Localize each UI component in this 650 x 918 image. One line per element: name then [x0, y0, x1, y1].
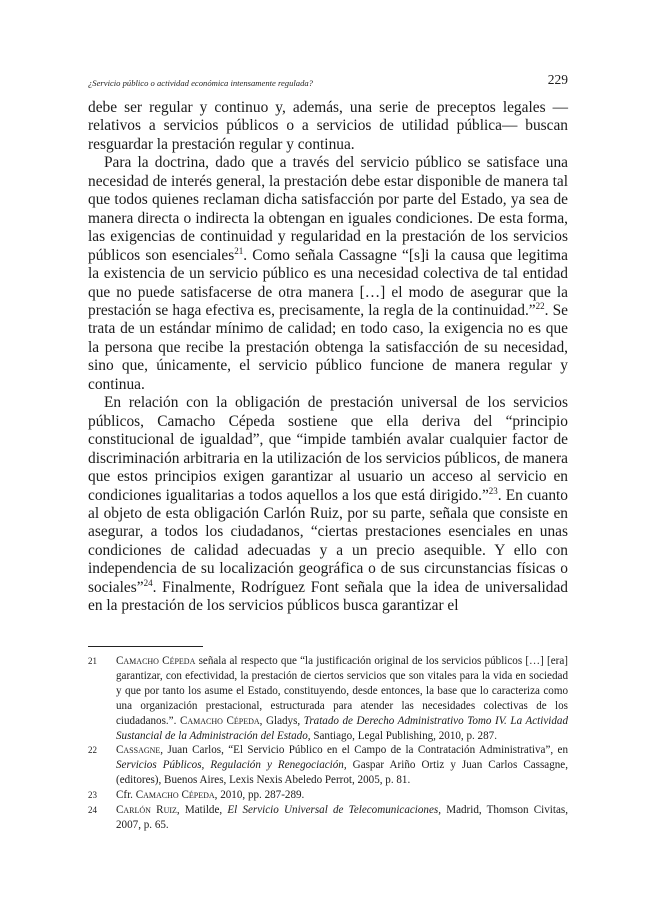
footnote-number: 24 — [88, 805, 97, 816]
paragraph-2-text-a: Para la doctrina, dado que a través del servicio público se satisface una necesidad de interés general, la prestación debe estar disponible de manera tal que todos quienes reclaman dicha satisfacción por parte del Estado, ya sea de manera directa o indirecta la obtengan en iguales condiciones. De esta forma, las exigencias de continuidad y regularidad en la prestación de los servicios públicos son esenciales — [88, 154, 568, 264]
footnote-text — [116, 788, 568, 803]
footnote-author: Cassagne — [116, 744, 161, 757]
running-title: ¿Servicio público o actividad económica intensamente regulada? — [88, 78, 313, 88]
footnote-divider — [88, 646, 203, 647]
footnote-title: Servicios Públicos, Regulación y Renegociación, — [116, 759, 347, 772]
footnote-ref-24: 24 — [143, 577, 153, 588]
page-number: 229 — [547, 72, 568, 87]
footnote-text-part: Madrid, Thomson Civitas, 2007, p. 65. — [116, 804, 568, 831]
footnotes — [88, 654, 568, 833]
footnote-24 — [88, 803, 568, 833]
footnote-author: Camacho Cépeda — [179, 714, 260, 727]
footnote-number: 23 — [88, 790, 97, 801]
footnote-text — [116, 803, 568, 833]
footnote-ref-22: 22 — [535, 300, 545, 311]
book-page — [88, 0, 568, 918]
footnote-author: Carlón Ruiz — [116, 804, 177, 817]
paragraph-2 — [88, 154, 568, 394]
paragraph-3-text-c: . Finalmente, Rodríguez Font señala que la idea de universalidad en la prestación de los servicios públicos busca garantizar el — [88, 578, 568, 615]
paragraph-1: debe ser regular y continuo y, además, una serie de preceptos legales —relativos a servicios públicos o a servicios de utilidad pública— buscan resguardar la prestación regular y continua. — [88, 99, 568, 153]
footnote-text-part: , Gladys, — [259, 714, 304, 727]
footnote-number: 21 — [88, 656, 97, 666]
footnote-number: 22 — [88, 745, 97, 756]
footnote-text-part: , Matilde, — [176, 804, 228, 817]
footnote-author: Camacho Cépeda — [135, 789, 215, 802]
page-header — [88, 72, 568, 92]
footnote-23 — [88, 788, 568, 803]
footnote-text-part: Santiago, Legal Publishing, 2010, p. 287. — [310, 729, 497, 742]
footnote-author: Camacho Cépeda — [116, 655, 196, 667]
footnote-text-part: , 2010, pp. 287-289. — [214, 789, 305, 802]
footnote-21 — [88, 654, 568, 743]
footnote-title: Tratado de Derecho Administrativo Tomo IV. La Actividad Sustancial de la Administración del Estado, — [116, 714, 568, 742]
footnote-text-part: señala al respecto que “la justificación original de los servicios públicos […] [era] garantizar, con efectividad, la prestación de ciertos servicios que son vitales para la vida en sociedad y que por tanto los asume el Estado, constituyendo, desde entonces, la base que lo caracteriza como una organización prestacional, estructurada para atender las necesidades colectivas de los ciudadanos.”. — [116, 655, 568, 727]
body-text — [88, 99, 568, 616]
footnote-text — [116, 743, 568, 788]
footnote-title: El Servicio Universal de Telecomunicaciones, — [227, 804, 441, 817]
footnote-text-part: , Juan Carlos, “El Servicio Público en el Campo de la Contratación Administrativa”, en — [160, 744, 568, 757]
paragraph-3 — [88, 394, 568, 615]
paragraph-2-text-c: . Se trata de un estándar mínimo de calidad; en todo caso, la exigencia no es que la persona que recibe la prestación obtenga la satisfacción de su necesidad, sino que, únicamente, el servicio público funcione de manera regular y continua. — [88, 301, 568, 393]
footnote-text-part: Gaspar Ariño Ortiz y Juan Carlos Cassagne, (editores), Buenos Aires, Lexis Nexis Abeledo Perrot, 2005, p. 81. — [116, 759, 568, 787]
footnote-ref-23: 23 — [488, 485, 498, 496]
footnote-text — [116, 654, 568, 743]
paragraph-3-text-a: En relación con la obligación de prestación universal de los servicios públicos, Camacho Cépeda sostiene que ella deriva del “principio constitucional de igualdad”, que “impide también avalar cualquier factor de discriminación arbitraria en la utilización de los servicios públicos, de manera que estos principios exigen garantizar al usuario un acceso al servicio en condiciones igualitarias a todos aquellos a los que está dirigido.” — [88, 394, 568, 504]
footnote-22 — [88, 743, 568, 788]
footnote-text-part: Cfr. — [116, 789, 136, 802]
footnote-ref-21: 21 — [234, 245, 244, 256]
paragraph-2-text-b: . Como señala Cassagne “[s]i la causa que legitima la existencia de un servicio público es una necesidad colectiva de tal entidad que no puede satisfacerse de otra manera […] el modo de asegurar que la prestación se haga efectiva es, precisamente, la regla de la continuidad.” — [88, 246, 568, 319]
paragraph-3-text-b: . En cuanto al objeto de esta obligación Carlón Ruiz, por su parte, señala que consiste en asegurar, a todos los ciudadanos, “ciertas prestaciones esenciales en unas condiciones de calidad adecuadas y a un precio asequible. Y ello con independencia de su localización geográfica o de sus circunstancias físicas o sociales” — [88, 486, 568, 596]
